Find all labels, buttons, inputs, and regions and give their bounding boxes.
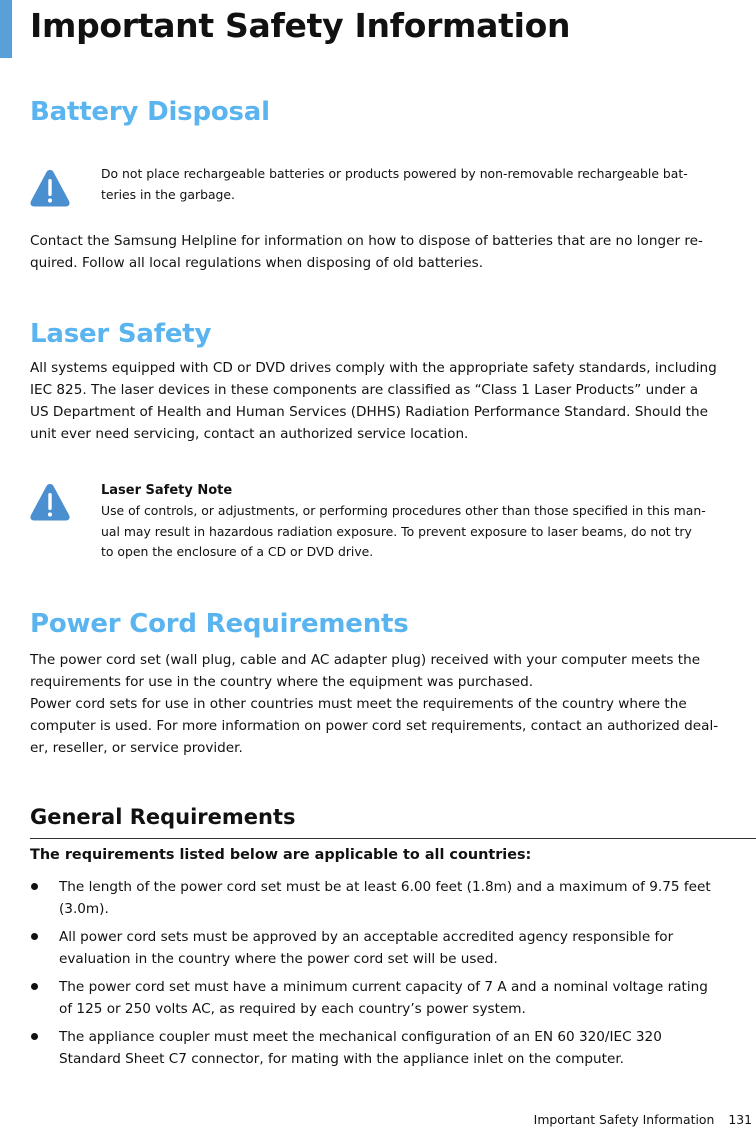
text-line: The power cord set (wall plug, cable and AC adapter plug) received with your computer meets the	[30, 652, 701, 668]
text-line: quired. Follow all local regulations when disposing of old batteries.	[30, 255, 484, 271]
text-line: to open the enclosure of a CD or DVD drive.	[101, 544, 374, 559]
bullet-icon	[31, 983, 38, 990]
text-line: The power cord set must have a minimum current capacity of 7 A and a nominal voltage rating	[59, 979, 708, 995]
requirements-list	[30, 876, 756, 1076]
text-line: ual may result in hazardous radiation exposure. To prevent exposure to laser beams, do not try	[101, 523, 692, 539]
text-line: Standard Sheet C7 connector, for mating with the appliance inlet on the computer.	[59, 1051, 624, 1067]
heading-laser-safety: Laser Safety	[30, 319, 212, 349]
warning-icon	[28, 482, 72, 522]
text-line: unit ever need servicing, contact an authorized service location.	[30, 426, 469, 442]
text-line: Use of controls, or adjustments, or performing procedures other than those specified in this man-	[101, 503, 706, 518]
text-line: Do not place rechargeable batteries or products powered by non-removable rechargeable bat-	[101, 166, 688, 181]
text-line: Power cord sets for use in other countries must meet the requirements of the country where the	[30, 696, 687, 712]
text-line: IEC 825. The laser devices in these components are classified as “Class 1 Laser Products” under a	[30, 382, 699, 398]
laser-body	[30, 357, 756, 445]
power-para-2	[30, 693, 756, 759]
general-intro: The requirements listed below are applicable to all countries:	[30, 847, 532, 863]
heading-general-requirements: General Requirements	[30, 805, 296, 829]
text-line: US Department of Health and Human Services (DHHS) Radiation Performance Standard. Should the	[30, 404, 708, 420]
text-line: teries in the garbage.	[101, 186, 235, 202]
battery-body	[30, 230, 756, 274]
text-line: Contact the Samsung Helpline for information on how to dispose of batteries that are no longer re-	[30, 233, 703, 249]
battery-warning-text	[101, 164, 756, 205]
text-line: All systems equipped with CD or DVD drives comply with the appropriate safety standards, including	[30, 360, 717, 376]
heading-power-cord: Power Cord Requirements	[30, 609, 409, 639]
footer-label: Important Safety Information	[533, 1112, 715, 1127]
heading-battery-disposal: Battery Disposal	[30, 97, 270, 127]
warning-icon	[28, 168, 72, 208]
page-footer	[534, 1112, 752, 1127]
bullet-icon	[31, 933, 38, 940]
list-item	[30, 1026, 756, 1070]
section-divider	[30, 838, 756, 839]
text-line: of 125 or 250 volts AC, as required by each country’s power system.	[59, 1001, 526, 1017]
list-item	[30, 876, 756, 920]
note-title: Laser Safety Note	[101, 483, 233, 498]
bullet-icon	[31, 883, 38, 890]
text-line: computer is used. For more information on power cord set requirements, contact an authorized deal-	[30, 718, 719, 734]
text-line: The appliance coupler must meet the mechanical configuration of an EN 60 320/IEC 320	[59, 1029, 662, 1045]
text-line: All power cord sets must be approved by an acceptable accredited agency responsible for	[59, 929, 674, 945]
text-line: (3.0m).	[59, 901, 109, 917]
list-item	[30, 926, 756, 970]
laser-safety-note	[101, 480, 756, 563]
title-accent-bar	[0, 0, 12, 58]
text-line: requirements for use in the country where the equipment was purchased.	[30, 674, 534, 690]
page-number: 131	[728, 1112, 752, 1127]
bullet-icon	[31, 1033, 38, 1040]
list-item	[30, 976, 756, 1020]
text-line: evaluation in the country where the power cord set will be used.	[59, 951, 498, 967]
power-para-1	[30, 649, 756, 693]
text-line: The length of the power cord set must be at least 6.00 feet (1.8m) and a maximum of 9.75 feet	[59, 879, 711, 895]
page-title: Important Safety Information	[30, 6, 571, 45]
text-line: er, reseller, or service provider.	[30, 740, 243, 756]
